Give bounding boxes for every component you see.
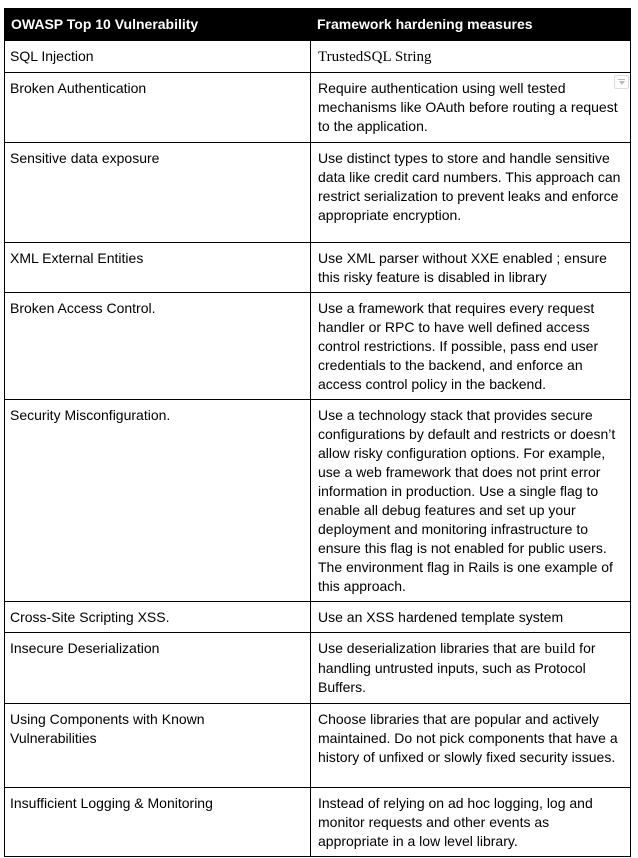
measure-text-segment: Instead of relying on ad hoc logging, log and monitor requests and other events as appropriate in a low level library. <box>318 795 593 849</box>
measure-text-serif-segment: TrustedSQL String <box>318 49 432 65</box>
measure-text-segment: Use deserialization libraries that are <box>318 640 545 656</box>
vulnerability-cell: SQL Injection <box>5 41 311 73</box>
measure-text-segment: Use a framework that requires every request handler or RPC to have well defined access control restrictions. If possible, pass end user credentials to the backend, and enforce an access control policy in the backend. <box>318 300 599 392</box>
vulnerability-cell: Sensitive data exposure <box>5 143 311 243</box>
measure-text-segment: Use a technology stack that provides secure configurations by default and restricts or doesn’t allow risky configuration options. For example, use a web framework that does not print error information in production. Use a single flag to enable all debug features and set up your deployment and monitoring infrastructure to ensure this flag is not enabled for public users. The environment flag in Rails is one example of this approach. <box>318 407 616 594</box>
vulnerability-cell: Broken Access Control. <box>5 293 311 400</box>
vulnerability-measures-table <box>4 8 631 857</box>
measure-text-segment: Use XML parser without XXE enabled ; ensure this risky feature is disabled in library <box>318 250 607 285</box>
measure-text-segment: for handling untrusted inputs, such as Protocol Buffers. <box>318 640 596 695</box>
measure-cell <box>311 788 631 857</box>
measure-cell <box>311 143 631 243</box>
measure-text-serif-segment: build <box>544 641 576 657</box>
marker-bar-icon <box>618 79 625 81</box>
measure-cell <box>311 73 631 143</box>
table-row <box>5 400 631 602</box>
vulnerability-cell: Cross-Site Scripting XSS. <box>5 602 311 633</box>
table-row <box>5 633 631 704</box>
measure-text-segment: Require authentication using well tested mechanisms like OAuth before routing a request to the application. <box>318 80 618 134</box>
column-header-vulnerability: OWASP Top 10 Vulnerability <box>5 9 311 41</box>
chevron-down-icon <box>619 81 625 85</box>
vulnerability-cell: Security Misconfiguration. <box>5 400 311 602</box>
table-row <box>5 293 631 400</box>
measure-cell <box>311 243 631 293</box>
vulnerability-cell: XML External Entities <box>5 243 311 293</box>
table-header-row <box>5 9 631 41</box>
vulnerability-cell: Insecure Deserialization <box>5 633 311 704</box>
vulnerability-cell: Insufficient Logging & Monitoring <box>5 788 311 857</box>
table-row <box>5 143 631 243</box>
measure-cell <box>311 293 631 400</box>
table-row <box>5 602 631 633</box>
measure-cell <box>311 41 631 73</box>
owasp-hardening-table <box>4 8 631 857</box>
collapsed-comment-icon[interactable] <box>614 75 629 89</box>
table-row <box>5 243 631 293</box>
table-body <box>5 41 631 857</box>
measure-cell <box>311 602 631 633</box>
measure-text-segment: Use an XSS hardened template system <box>318 609 564 625</box>
column-header-measures: Framework hardening measures <box>311 9 631 41</box>
table-row <box>5 704 631 788</box>
measure-text-segment: Choose libraries that are popular and actively maintained. Do not pick components that have a history of unfixed or slowly fixed security issues. <box>318 711 618 765</box>
measure-cell <box>311 704 631 788</box>
measure-cell <box>311 633 631 704</box>
table-row <box>5 73 631 143</box>
table-row <box>5 41 631 73</box>
vulnerability-cell: Using Components with Known Vulnerabilities <box>5 704 311 788</box>
vulnerability-cell: Broken Authentication <box>5 73 311 143</box>
table-row <box>5 788 631 857</box>
measure-cell <box>311 400 631 602</box>
measure-text-segment: Use distinct types to store and handle sensitive data like credit card numbers. This approach can restrict serialization to prevent leaks and enforce appropriate encryption. <box>318 150 621 223</box>
